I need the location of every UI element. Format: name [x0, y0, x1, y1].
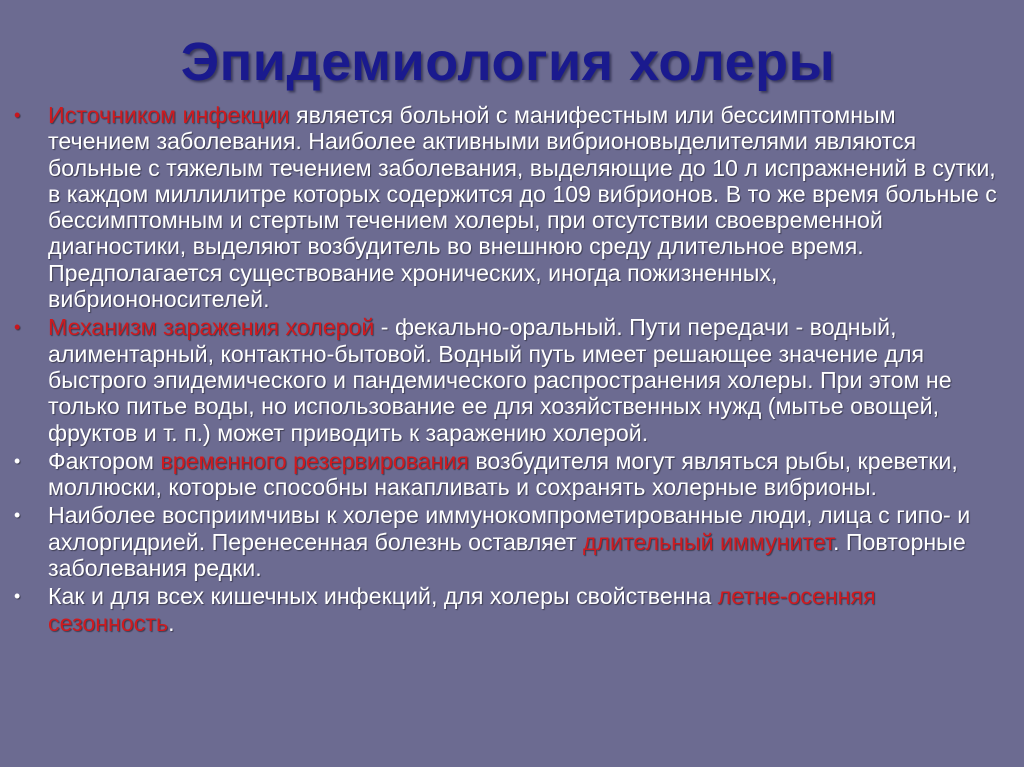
bullet-infection-source: [12, 102, 1004, 312]
slide-title: Эпидемиология холеры: [180, 32, 836, 92]
bullet-seasonality: [12, 583, 1004, 636]
bullet-dot-icon: •: [14, 105, 21, 125]
body-text: Наиболее восприимчивы к холере иммунокомпрометированные люди, лица с гипо- и ахлоргидрией. Перенесенная болезнь оставляет: [48, 502, 971, 555]
body-text: является больной с манифестным или бессимптомным течением заболевания. Наиболее активными вибрионовыделителями являются больные с тяжелым течением заболевания, выделяющие до 10 л испражнений в сутки, в каждом миллилитре которых содержится до 109 вибрионов. В то же время больные с бессимптомным и стертым течением холеры, при отсутствии своевременной диагностики, выделяют возбудитель во внешнюю среду длительное время. Предполагается существование хронических, иногда пожизненных, вибриононосителей.: [48, 102, 997, 313]
body-text: - фекально-оральный. Пути передачи - водный, алиментарный, контактно-бытовой. Водный путь имеет решающее значение для быстрого эпидемического и пандемического распространения холеры. При этом не только питье воды, но использование ее для хозяйственных нужд (мытье овощей, фруктов и т. п.) может приводить к заражению холерой.: [48, 314, 952, 446]
bullet-list: [12, 102, 1004, 636]
bullet-susceptibility: [12, 502, 1004, 581]
body-text: Как и для всех кишечных инфекций, для холеры свойственна: [48, 583, 718, 610]
body-text: возбудителя могут являться рыбы, креветки, моллюски, которые способны накапливать и сохранять холерные вибрионы.: [48, 447, 958, 501]
bullet-dot-icon: •: [14, 450, 21, 471]
body-text: Фактором: [48, 447, 161, 474]
highlight-text: Источником инфекции: [48, 102, 290, 128]
highlight-text: Механизм заражения холерой: [48, 314, 375, 341]
bullet-dot-icon: •: [14, 317, 21, 338]
body-text: . Повторные заболевания редки.: [48, 528, 966, 582]
highlight-text: летне-осенняя сезонность: [48, 583, 876, 636]
bullet-transmission-mechanism: [12, 314, 1004, 445]
bullet-dot-icon: •: [14, 586, 21, 607]
bullet-temporary-reservoir: [12, 448, 1004, 501]
bullet-dot-icon: •: [14, 505, 21, 526]
highlight-text: временного резервирования: [160, 447, 469, 474]
highlight-text: длительный иммунитет: [583, 528, 833, 555]
body-text: .: [168, 609, 175, 636]
